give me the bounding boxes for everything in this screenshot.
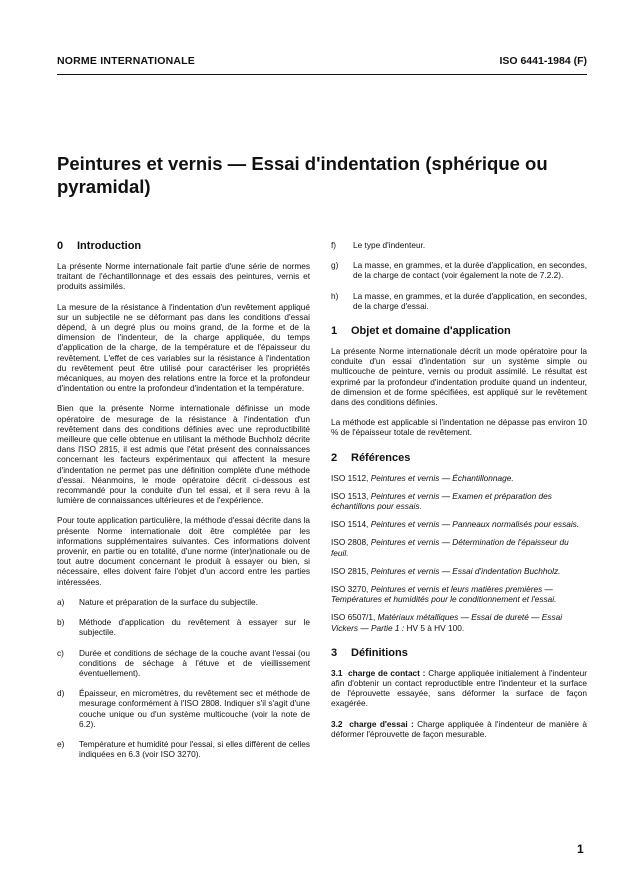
left-column [57, 240, 310, 769]
list-key: h) [331, 290, 339, 301]
list-text: Méthode d'application du revêtement à essayer sur le subjectile. [79, 617, 310, 638]
section-number: 2 [331, 451, 338, 464]
scope-paragraph: La présente Norme internationale décrit un mode opératoire pour la conduite d'un essai d'indentation sur un système simple ou multicouche de peinture, vernis ou produit assimilé. Le résultat est exprimé par la profondeur d'indentation produite quand un indenteur, de dimension et de forme spécifiées, est appliqué sur le revêtement dans des conditions définies. [331, 346, 587, 408]
list-item [57, 688, 310, 729]
reference-item [331, 584, 587, 604]
definition-text: Charge appliquée initialement à l'indenteur afin d'obtenir un contact reproductible entre l'indenteur et la surface de l'éprouvette essayée, sans déformer la surface de façon exagérée. [331, 667, 587, 709]
reference-title: Peintures et vernis — Détermination de l'épaisseur du feuil. [331, 537, 569, 558]
section-number: 1 [331, 325, 338, 338]
page-number: 1 [577, 842, 584, 856]
right-column [331, 240, 587, 749]
reference-item [331, 519, 587, 529]
section-1-heading [331, 325, 587, 338]
reference-code: ISO 2808, [331, 537, 369, 548]
list-item [331, 260, 587, 280]
section-title: Définitions [351, 646, 408, 659]
running-header [57, 55, 587, 71]
list-key: b) [57, 617, 65, 628]
definition-term: charge de contact : [348, 667, 426, 678]
intro-paragraph: Bien que la présente Norme internationale définisse un mode opératoire de mesurage de la résistance à l'indentation d'un revêtement dans des conditions définies avec une reproductibilité meilleure que celle obtenue en utilisant la méthode Buchholz décrite dans l'ISO 2815, il est admis que l'état présent des connaissances concernant les facteurs expérimentaux qui affectent la mesure d'indentation ne permet pas une définition complète d'une méthode d'essai. Néanmoins, le mode opératoire décrit ci-dessous est recommandé pour la conduite d'un tel essai, et il sera revu à la lumière de connaissances ultérieures et de l'expérience. [57, 403, 310, 506]
list-item [57, 648, 310, 679]
reference-code: ISO 1513, [331, 490, 369, 501]
section-2-heading [331, 452, 587, 465]
definition-item [331, 668, 587, 709]
list-text: La masse, en grammes, et la durée d'application, en secondes, de la charge de contact (voir également la note de 7.2.2). [353, 260, 587, 281]
list-item [331, 240, 587, 250]
section-title: Références [351, 451, 411, 464]
list-key: g) [331, 260, 339, 271]
list-key: a) [57, 596, 65, 607]
scope-paragraph: La méthode est applicable si l'indentation ne dépasse pas environ 10 % de l'épaisseur totale de revêtement. [331, 417, 587, 438]
reference-item [331, 491, 587, 511]
reference-code: ISO 2815, [331, 565, 369, 576]
reference-title: Peintures et vernis — Essai d'indentation Buchholz. [370, 565, 561, 576]
reference-title: Peintures et vernis — Échantillonnage. [370, 472, 514, 483]
reference-code: ISO 6507/1, [331, 612, 376, 623]
section-title: Objet et domaine d'application [351, 325, 511, 338]
reference-item [331, 612, 587, 632]
list-text: Durée et conditions de séchage de la couche avant l'essai (ou conditions de séchage à l'étuve et de vieillissement éventuellement). [79, 647, 310, 678]
reference-title: Peintures et vernis et leurs matières premières — Températures et humidités pour le conditionnement et l'essai. [331, 584, 557, 605]
document-title: Peintures et vernis — Essai d'indentation (sphérique ou pyramidal) [57, 153, 548, 197]
list-key: c) [57, 647, 64, 658]
intro-paragraph: La présente Norme internationale fait partie d'une série de normes traitant de l'échantillonnage et des essais des peintures, vernis et produits assimilés. [57, 261, 310, 292]
list-text: Température et humidité pour l'essai, si elles diffèrent de celles indiquées en 6.3 (voir ISO 3270). [79, 738, 310, 760]
reference-title: Peintures et vernis — Examen et préparation des échantillons pour essais. [331, 490, 552, 512]
definition-number: 3.2 [331, 718, 343, 729]
definition-number: 3.1 [331, 667, 343, 678]
reference-item [331, 566, 587, 576]
list-key: f) [331, 240, 337, 250]
section-number: 0 [57, 240, 64, 252]
list-item [57, 739, 310, 759]
header-standard-type: NORME INTERNATIONALE [57, 55, 195, 67]
intro-paragraph: La mesure de la résistance à l'indentation d'un revêtement appliqué sur un subjectile ne se déformant pas dans les conditions d'essai dépend, à un degré plus ou moins grand, de la forme et de la dimension de l'indenteur, de la charge appliquée, du temps d'application de la charge, de la température et de l'épaisseur du revêtement. L'effet de ces variables sur la résistance à l'indentation du revêtement peut être utilisé pour caractériser les propriétés mécaniques, au moyen des relations entre la force et la profondeur d'indentation ou entre la profondeur d'indentation et la température. [57, 301, 310, 394]
reference-item [331, 537, 587, 557]
reference-title: Peintures et vernis — Panneaux normalisés pour essais. [370, 519, 580, 530]
section-number: 3 [331, 646, 338, 659]
list-item [57, 597, 310, 607]
section-title: Introduction [77, 240, 142, 252]
definition-text: Charge appliquée à l'indenteur de manière à déformer l'éprouvette de façon mesurable. [331, 718, 587, 739]
reference-code: ISO 1512, [331, 472, 369, 483]
section-0-heading [57, 240, 310, 253]
reference-title: Matériaux métalliques — Essai de dureté — Essai Vickers — Partie 1 : [331, 612, 563, 633]
reference-code: ISO 1514, [331, 519, 369, 530]
list-text: Le type d'indenteur. [353, 240, 426, 250]
list-item [331, 291, 587, 311]
list-key: e) [57, 738, 65, 749]
reference-tail: HV 5 à HV 100. [406, 622, 465, 633]
header-rule [57, 74, 587, 75]
list-text: La masse, en grammes, et la durée d'application, en secondes, de la charge d'essai. [353, 290, 587, 311]
header-standard-number: ISO 6441-1984 (F) [499, 55, 587, 67]
intro-paragraph: Pour toute application particulière, la méthode d'essai décrite dans la présente Norme internationale doit être complétée par les informations supplémentaires suivantes. Ces informations doivent provenir, en partie ou en totalité, d'une norme (inter)nationale ou de tout autre document concernant le produit à essayer ou bien, si nécessaire, elles doivent faire l'objet d'un accord entre les parties intéressées. [57, 515, 310, 587]
list-text: Nature et préparation de la surface du subjectile. [79, 596, 258, 607]
list-item [57, 617, 310, 637]
reference-code: ISO 3270, [331, 584, 369, 595]
definition-term: charge d'essai : [349, 718, 414, 729]
list-key: d) [57, 688, 65, 699]
reference-item [331, 473, 587, 483]
section-3-heading [331, 647, 587, 660]
definition-item [331, 719, 587, 739]
list-text: Épaisseur, en micromètres, du revêtement sec et méthode de mesurage conformément à l'ISO 2808. Indiquer s'il s'agit d'une couche unique ou d'un système multicouche (voir la note de 6.2). [79, 688, 310, 729]
